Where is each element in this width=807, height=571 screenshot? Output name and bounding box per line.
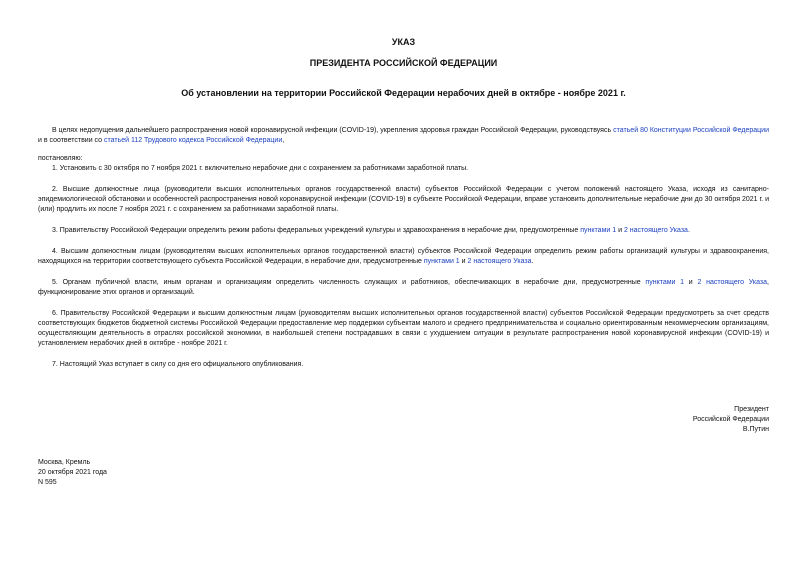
signature-name: В.Путин <box>742 426 769 433</box>
item-7: 7. Настоящий Указ вступает в силу со дня его официального опубликования. <box>52 361 304 368</box>
item-6: 6. Правительству Российской Федерации и высшим должностным лицам (руководителям высших исполнительных органов государственной власти) субъектов Российской Федерации предусмотреть за счет средств соответствующих бюджетов бюджетной системы Российской Федерации предоставление мер поддержки субъектам малого и среднего предпринимательства и социально ориентированным некоммерческим организациям, осуществляющим деятельность в отраслях российской экономики, в наибольшей степени пострадавших в связи с ухудшением ситуации в результате распространения новой коронавирусной инфекции (COVID-19) и установлением нерабочих дней в октябре - ноябре 2021 г. <box>38 310 769 347</box>
decree-title: Об установлении на территории Российской Федерации нерабочих дней в октябре - ноябре 2021 г. <box>181 88 626 98</box>
decree-body <box>38 126 769 370</box>
signature-country: Российской Федерации <box>692 416 769 423</box>
labor-code-link[interactable]: статьей 112 Трудового кодекса Российской Федерации <box>103 137 283 144</box>
item-2: 2. Высшие должностные лица (руководители высших исполнительных органов государственной власти) субъектов Российской Федерации с учетом положений настоящего Указа, исходя из санитарно-эпидемиологической обстановки и особенностей распространения новой коронавирусной инфекции (COVID-19) в субъекте Российской Федерации, вправе установить дополнительные нерабочие дни до 30 октября 2021 г. и (или) продлить их после 7 ноября 2021 г. с сохранением за работниками заработной платы. <box>38 186 769 213</box>
item-4-text: . <box>531 258 534 265</box>
item-5-text: 5. Органам публичной власти, иным органам и организациям определить численность служащих и работников, обеспечивающих в нерабочие дни, предусмотренные <box>52 279 646 286</box>
decree-word: постановляю: <box>38 155 83 162</box>
item-4 <box>38 247 769 267</box>
item-2-link[interactable]: 2 настоящего Указа <box>467 258 532 265</box>
item-2-link[interactable]: 2 настоящего Указа <box>623 227 688 234</box>
item-5-text: и <box>684 279 698 286</box>
item-3-text: . <box>687 227 690 234</box>
preamble <box>38 126 769 146</box>
decree-number: N 595 <box>38 479 57 486</box>
item-3 <box>38 226 769 236</box>
place-date-block <box>38 458 107 488</box>
decree-kind: УКАЗ <box>391 37 416 47</box>
preamble-text: и в соответствии со <box>38 137 104 144</box>
item-3-text: 3. Правительству Российской Федерации определить режим работы федеральных учреждений культуры и здравоохранения в нерабочие дни, предусмотренные <box>52 227 581 234</box>
decree-issuer: ПРЕЗИДЕНТА РОССИЙСКОЙ ФЕДЕРАЦИИ <box>309 58 498 68</box>
place-date: 20 октября 2021 года <box>38 469 107 476</box>
item-1: 1. Установить с 30 октября по 7 ноября 2021 г. включительно нерабочие дни с сохранением за работниками заработной платы. <box>52 165 469 172</box>
item-3-text: и <box>616 227 624 234</box>
item-1-link[interactable]: пунктами 1 <box>423 258 460 265</box>
item-4-text: 4. Высшим должностным лицам (руководителям высших исполнительных органов государственной власти) субъектов Российской Федерации определить режим работы организаций культуры и здравоохранения, находящихся на территории соответствующего субъекта Российской Федерации, в нерабочие дни, предусмотренные <box>38 248 769 265</box>
constitution-link[interactable]: статьей 80 Конституции Российской Федерации <box>613 127 769 134</box>
item-5 <box>38 278 769 298</box>
item-5-text: , функционирование этих органов и организаций. <box>38 279 769 296</box>
item-4-text: и <box>459 258 468 265</box>
item-2-link[interactable]: 2 настоящего Указа <box>697 279 768 286</box>
preamble-text: В целях недопущения дальнейшего распространения новой коронавирусной инфекции (COVID-19), укрепления здоровья граждан Российской Федерации, руководствуясь <box>52 127 614 134</box>
place-city: Москва, Кремль <box>38 459 91 466</box>
preamble-text: , <box>282 137 285 144</box>
item-1-link[interactable]: пунктами 1 <box>580 227 617 234</box>
signature-block <box>693 405 769 435</box>
signature-position: Президент <box>734 406 769 413</box>
item-1-link[interactable]: пунктами 1 <box>645 279 685 286</box>
